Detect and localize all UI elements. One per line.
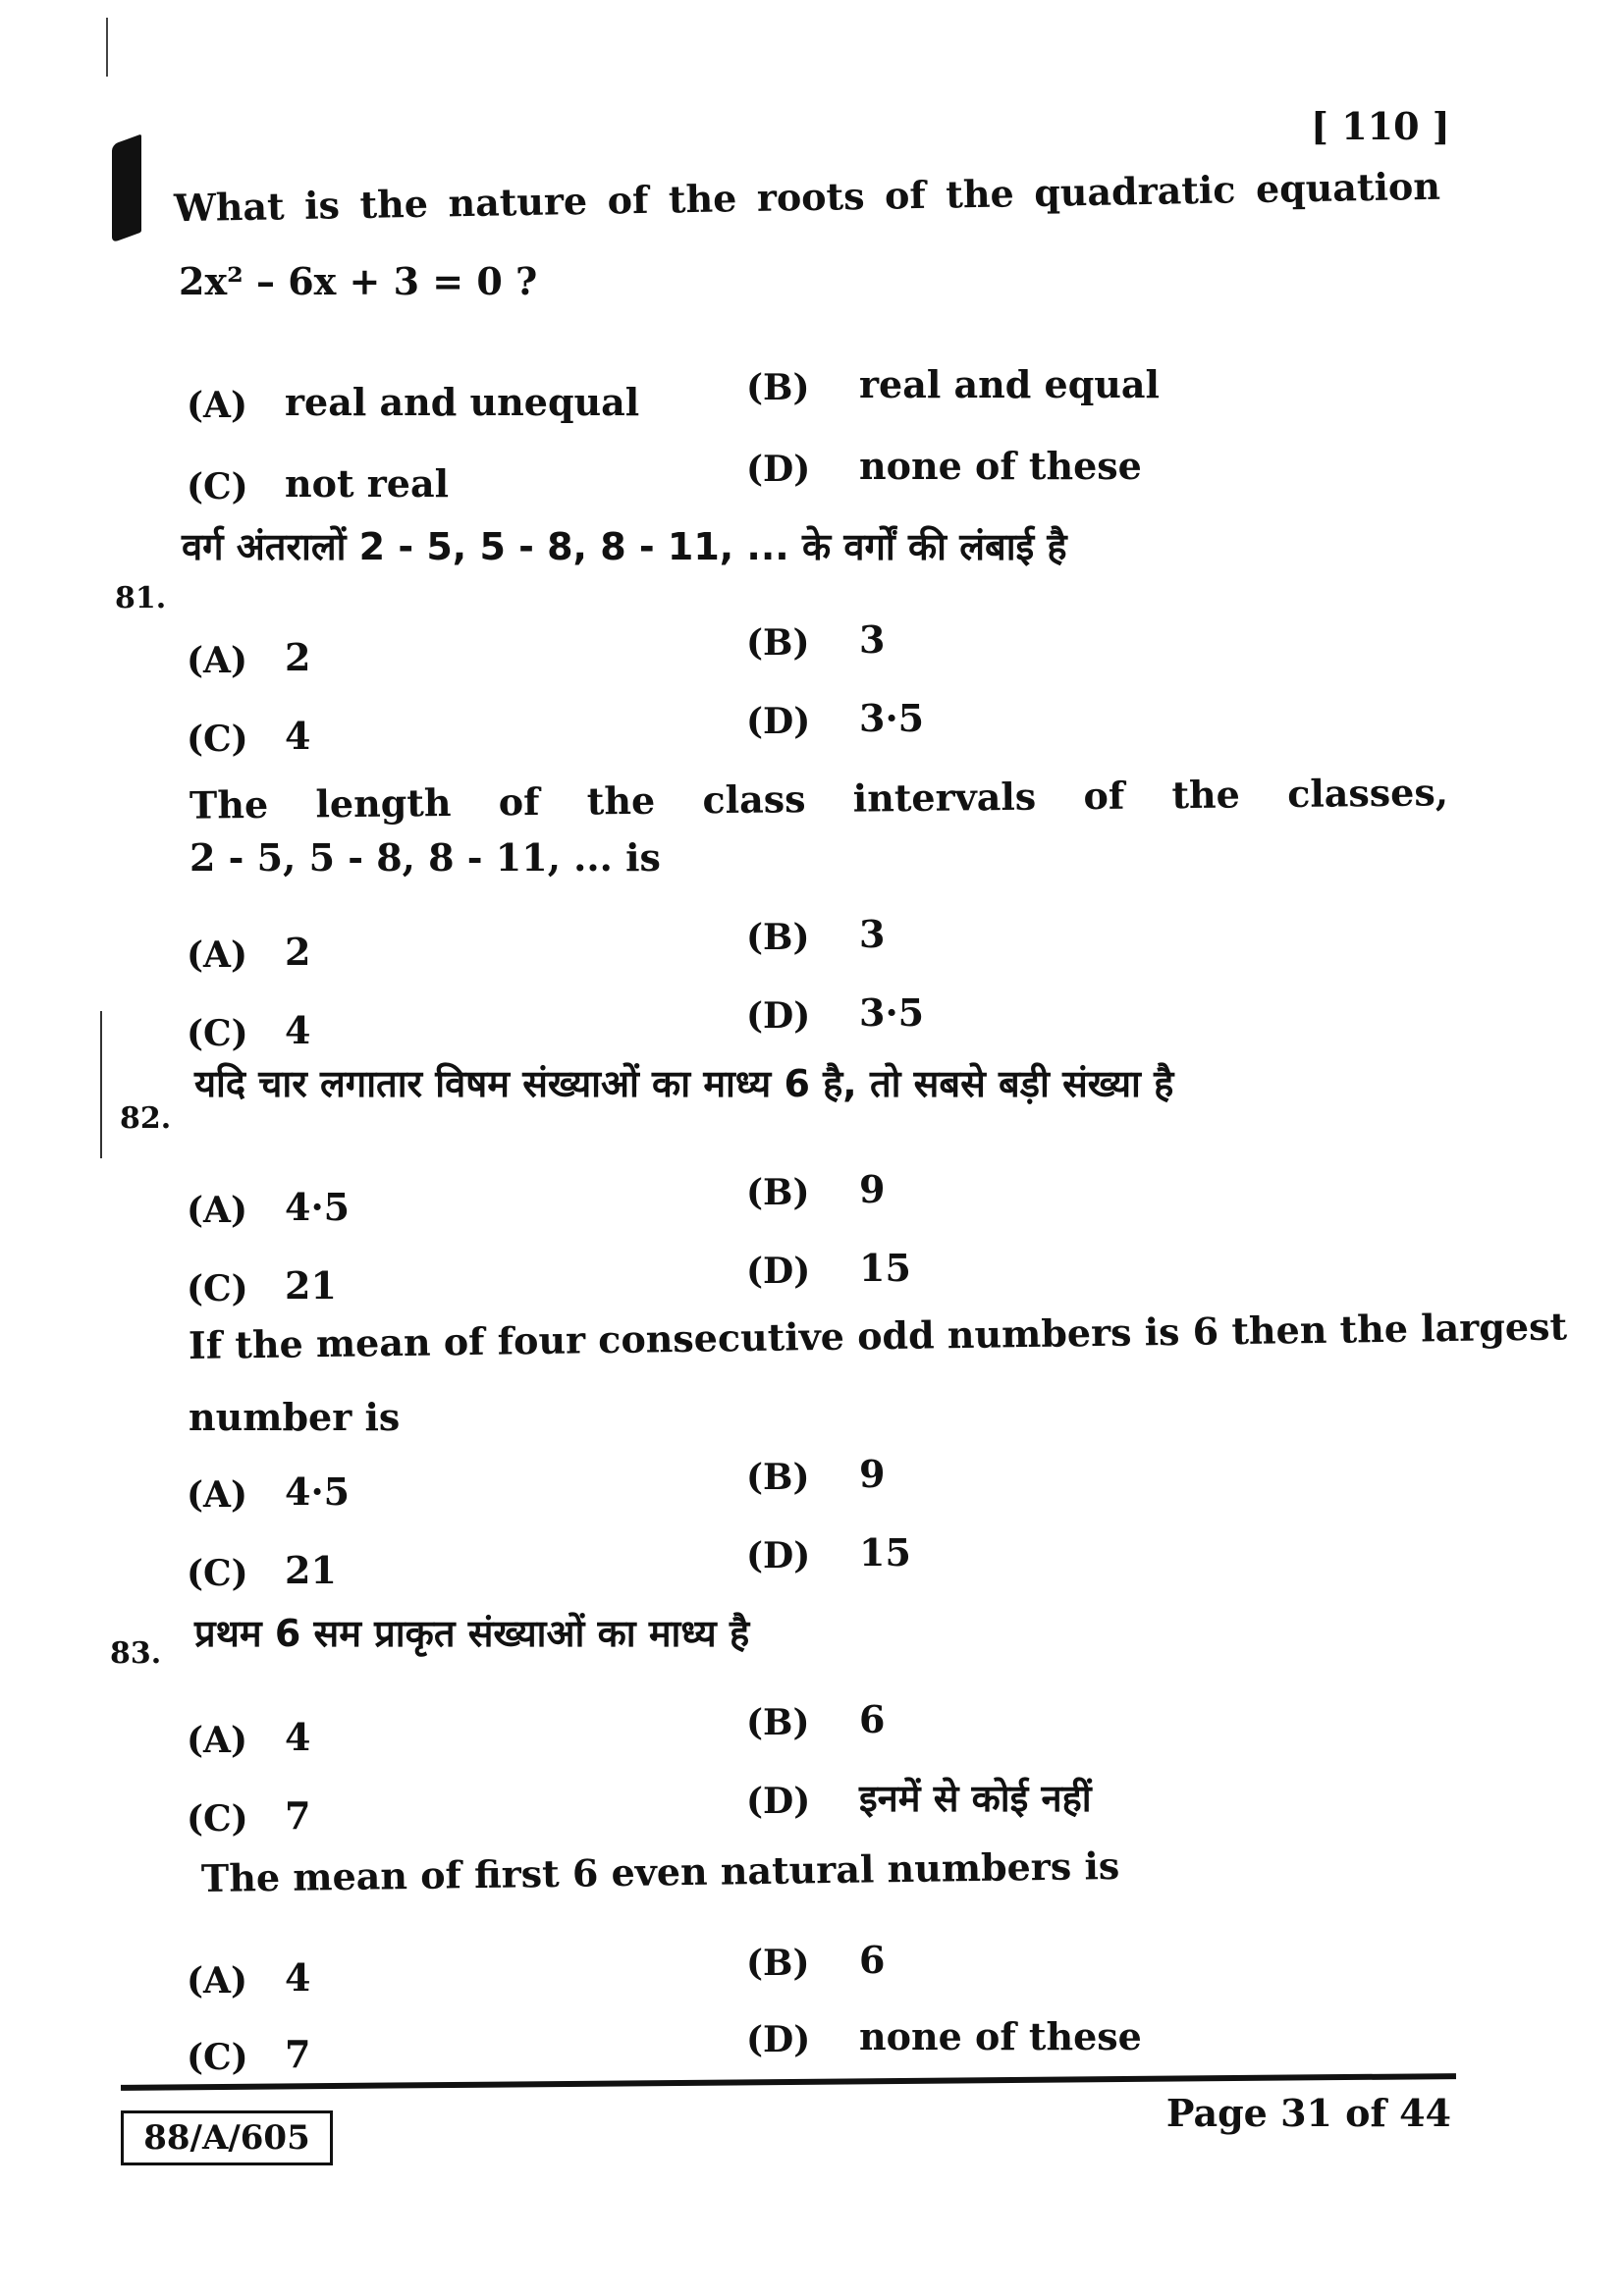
question-text-hindi: वर्ग अंतरालों 2 - 5, 5 - 8, 8 - 11, ... के वर्गों की लंबाई है [182, 525, 1067, 568]
option-label-b: (B) [746, 1172, 810, 1213]
option-c[interactable]: 21 [285, 1263, 337, 1308]
option-label-c: (C) [187, 1798, 248, 1840]
page-number: [ 110 ] [1311, 104, 1450, 148]
option-label-a: (A) [187, 1474, 247, 1516]
option-a[interactable]: 4·5 [285, 1185, 351, 1229]
option-a[interactable]: 2 [285, 635, 311, 679]
question-text-hindi: यदि चार लगातार विषम संख्याओं का माध्य 6 है, तो सबसे बड़ी संख्या है [194, 1062, 1174, 1105]
option-label-d: (D) [746, 1781, 811, 1822]
option-a[interactable]: 4 [285, 1955, 311, 2000]
question-text: number is [189, 1395, 401, 1439]
option-label-c: (C) [187, 466, 248, 507]
option-b[interactable]: 9 [859, 1452, 886, 1496]
option-label-d: (D) [746, 701, 811, 742]
option-c[interactable]: 4 [285, 714, 311, 758]
option-b[interactable]: 6 [859, 1697, 886, 1741]
option-c[interactable]: 7 [285, 2032, 311, 2076]
option-label-c: (C) [187, 719, 248, 760]
option-c[interactable]: 21 [285, 1548, 337, 1592]
option-label-c: (C) [187, 2037, 248, 2078]
option-label-d: (D) [746, 1535, 811, 1576]
option-b[interactable]: real and equal [859, 362, 1160, 406]
option-label-a: (A) [187, 640, 247, 681]
question-number: 83. [110, 1636, 162, 1671]
question-number: 81. [115, 581, 167, 615]
option-label-b: (B) [746, 1943, 810, 1984]
option-label-d: (D) [746, 2019, 811, 2060]
option-d[interactable]: 3·5 [859, 990, 925, 1035]
option-label-d: (D) [746, 995, 811, 1037]
option-d[interactable]: none of these [859, 2014, 1142, 2058]
question-equation: 2x² – 6x + 3 = 0 ? [179, 259, 538, 303]
option-d[interactable]: 15 [859, 1530, 911, 1575]
option-a[interactable]: 4·5 [285, 1469, 351, 1514]
question-text: If the mean of four consecutive odd numbers is 6 then the largest [188, 1304, 1568, 1367]
option-a[interactable]: 2 [285, 930, 311, 974]
option-b[interactable]: 3 [859, 912, 886, 956]
margin-line [100, 1011, 102, 1158]
option-d[interactable]: इनमें से कोई नहीं [859, 1777, 1092, 1820]
option-b[interactable]: 6 [859, 1938, 886, 1982]
option-label-d: (D) [746, 449, 811, 490]
option-label-d: (D) [746, 1251, 811, 1292]
option-label-c: (C) [187, 1553, 248, 1594]
option-label-b: (B) [746, 622, 810, 664]
option-c[interactable]: not real [285, 461, 450, 506]
option-label-a: (A) [187, 1190, 247, 1231]
option-d[interactable]: 3·5 [859, 696, 925, 740]
question-text: 2 - 5, 5 - 8, 8 - 11, ... is [189, 835, 661, 880]
option-a[interactable]: real and unequal [285, 380, 640, 424]
option-label-a: (A) [187, 934, 247, 976]
option-c[interactable]: 4 [285, 1008, 311, 1052]
option-label-a: (A) [187, 385, 247, 426]
question-text: The length of the class intervals of the classes, [189, 770, 1449, 828]
question-number: 82. [120, 1101, 172, 1136]
option-d[interactable]: none of these [859, 444, 1142, 488]
option-label-b: (B) [746, 1457, 810, 1498]
option-label-b: (B) [746, 1702, 810, 1743]
paper-code: 88/A/605 [121, 2110, 333, 2165]
option-label-a: (A) [187, 1960, 247, 2002]
option-d[interactable]: 15 [859, 1246, 911, 1290]
option-a[interactable]: 4 [285, 1715, 311, 1759]
option-b[interactable]: 9 [859, 1167, 886, 1211]
question-text: The mean of first 6 even natural numbers is [200, 1842, 1120, 1900]
footer-divider [121, 2073, 1456, 2091]
page-indicator: Page 31 of 44 [1165, 2091, 1451, 2135]
margin-line [106, 18, 108, 77]
option-label-a: (A) [187, 1720, 247, 1761]
question-text-hindi: प्रथम 6 सम प्राकृत संख्याओं का माध्य है [194, 1612, 750, 1655]
option-label-c: (C) [187, 1268, 248, 1309]
option-b[interactable]: 3 [859, 617, 886, 662]
option-c[interactable]: 7 [285, 1793, 311, 1838]
option-label-c: (C) [187, 1013, 248, 1054]
option-label-b: (B) [746, 917, 810, 958]
option-label-b: (B) [746, 367, 810, 408]
question-text: What is the nature of the roots of the quadratic equation [173, 163, 1441, 231]
ink-mark [112, 134, 141, 243]
